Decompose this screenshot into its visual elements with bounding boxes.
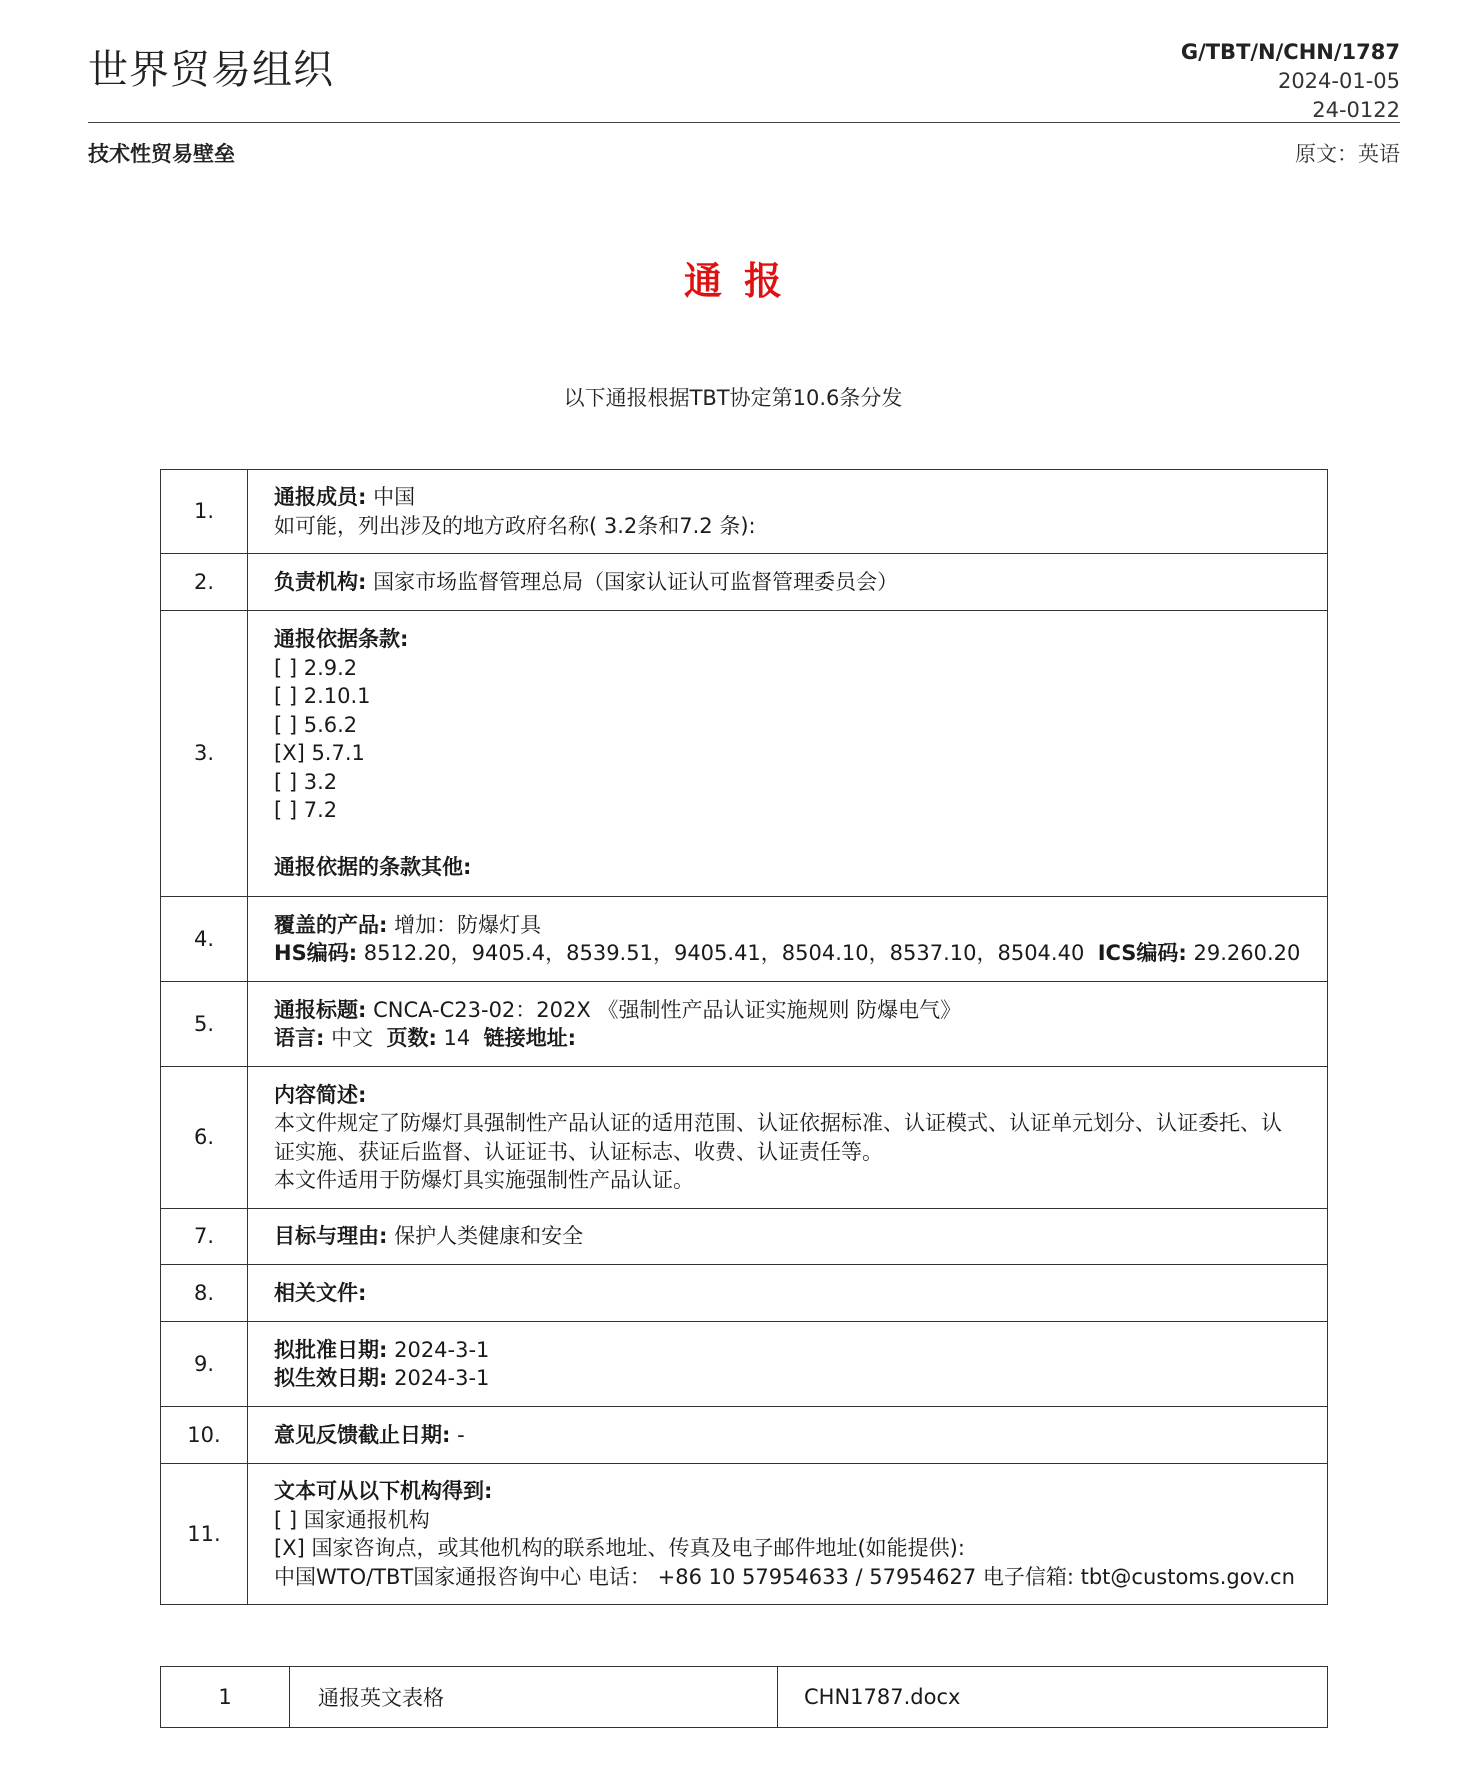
- field-value: 保护人类健康和安全: [394, 1224, 584, 1249]
- table-row: [161, 1067, 1328, 1209]
- field-label: 内容简述:: [274, 1082, 367, 1107]
- field-value: 8512.20，9405.4，8539.51，9405.41，8504.10，8537.10，8504.40: [363, 941, 1085, 965]
- field-label: 覆盖的产品:: [274, 912, 388, 937]
- item-content: [248, 1464, 1328, 1605]
- item-number: 8.: [161, 1265, 248, 1322]
- item-content: [248, 470, 1328, 554]
- item-number: 1.: [161, 470, 248, 554]
- article-option: [ ] 7.2: [274, 798, 338, 823]
- field-label: 文本可从以下机构得到:: [274, 1479, 493, 1503]
- availability-option: [X] 国家咨询点，或其他机构的联系地址、传真及电子邮件地址(如能提供):: [274, 1536, 965, 1560]
- field-value: 增加：防爆灯具: [394, 912, 542, 937]
- field-value: 29.260.20: [1193, 941, 1301, 965]
- org-title: 世界贸易组织: [88, 47, 334, 93]
- table-row: [161, 1464, 1328, 1605]
- table-row: [161, 1209, 1328, 1265]
- item-number: 6.: [161, 1067, 248, 1209]
- table-row: [161, 1322, 1328, 1407]
- field-value: 2024-3-1: [394, 1366, 490, 1390]
- field-label: 页数:: [386, 1026, 437, 1050]
- item-content: [248, 1322, 1328, 1407]
- item-content: [248, 897, 1328, 982]
- item-content: [248, 554, 1328, 611]
- contact-info: 中国WTO/TBT国家通报咨询中心 电话： +86 10 57954633 / 57954627 电子信箱: tbt@customs.gov.cn: [274, 1564, 1295, 1589]
- item-content: [248, 1209, 1328, 1265]
- field-value: 本文件适用于防爆灯具实施强制性产品认证。: [274, 1168, 694, 1192]
- field-value: 中国: [373, 485, 416, 509]
- field-label: 通报依据条款:: [274, 627, 409, 652]
- field-label: 通报依据的条款其他:: [274, 855, 472, 880]
- field-label: 负责机构:: [274, 569, 367, 594]
- article-option: [ ] 5.6.2: [274, 712, 358, 737]
- field-value: CNCA-C23-02：202X 《强制性产品认证实施规则 防爆电气》: [373, 997, 962, 1022]
- subject-committee: 技术性贸易壁垒: [88, 142, 235, 166]
- distribution-statement: 以下通报根据TBT协定第10.6条分发: [563, 386, 903, 410]
- table-row: [161, 982, 1328, 1067]
- spacer: [274, 825, 1301, 854]
- field-label: 拟生效日期:: [274, 1366, 388, 1390]
- item-number: 9.: [161, 1322, 248, 1407]
- attachment-name: 通报英文表格: [290, 1667, 778, 1728]
- original-language: 原文：英语: [1295, 142, 1400, 166]
- item-content: [248, 1265, 1328, 1322]
- item-number: 5.: [161, 982, 248, 1067]
- article-option: [X] 5.7.1: [274, 741, 365, 766]
- table-row: [161, 897, 1328, 982]
- item-content: [248, 611, 1328, 897]
- header-divider: [88, 122, 1400, 123]
- field-value: 本文件规定了防爆灯具强制性产品认证的适用范围、认证依据标准、认证模式、认证单元划分、认证委托、认证实施、获证后监督、认证证书、认证标志、收费、认证责任等。: [274, 1111, 1282, 1164]
- field-note: 如可能，列出涉及的地方政府名称( 3.2条和7.2 条):: [274, 513, 756, 538]
- notification-heading: 通报: [683, 259, 804, 303]
- item-content: [248, 1407, 1328, 1464]
- article-option: [ ] 2.9.2: [274, 655, 358, 680]
- field-value: 中文: [331, 1026, 374, 1050]
- document-date: 2024-01-05: [1277, 69, 1400, 93]
- field-label: 通报标题:: [274, 997, 367, 1022]
- document-symbol: G/TBT/N/CHN/1787: [1180, 40, 1400, 64]
- item-number: 3.: [161, 611, 248, 897]
- table-row: [161, 1667, 1328, 1728]
- article-option: [ ] 2.10.1: [274, 684, 371, 709]
- field-value: 2024-3-1: [394, 1337, 490, 1362]
- field-label: 链接地址:: [483, 1026, 577, 1050]
- article-option: [ ] 3.2: [274, 769, 338, 794]
- field-label: 意见反馈截止日期:: [274, 1422, 451, 1447]
- attachment-table: [160, 1666, 1328, 1728]
- field-label: 相关文件:: [274, 1280, 367, 1305]
- item-number: 2.: [161, 554, 248, 611]
- field-label: 目标与理由:: [274, 1224, 388, 1249]
- item-number: 7.: [161, 1209, 248, 1265]
- field-label: 通报成员:: [274, 485, 367, 509]
- table-row: [161, 470, 1328, 554]
- field-label: 语言:: [274, 1026, 325, 1050]
- field-value: -: [457, 1422, 465, 1447]
- item-number: 10.: [161, 1407, 248, 1464]
- attachment-file-link[interactable]: CHN1787.docx: [778, 1667, 1328, 1728]
- field-label: 拟批准日期:: [274, 1337, 388, 1362]
- attachment-index: 1: [161, 1667, 290, 1728]
- field-label: ICS编码:: [1097, 941, 1187, 965]
- table-row: [161, 611, 1328, 897]
- item-number: 11.: [161, 1464, 248, 1605]
- document-meta: [1181, 38, 1400, 125]
- table-row: [161, 1265, 1328, 1322]
- availability-option: [ ] 国家通报机构: [274, 1507, 430, 1532]
- item-content: [248, 1067, 1328, 1209]
- field-label: HS编码:: [274, 941, 358, 965]
- field-value: 国家市场监督管理总局（国家认证认可监督管理委员会）: [373, 569, 899, 594]
- document-reference: 24-0122: [1312, 98, 1400, 122]
- notification-table: [160, 469, 1328, 1605]
- field-value: 14: [443, 1026, 471, 1050]
- table-row: [161, 554, 1328, 611]
- item-number: 4.: [161, 897, 248, 982]
- item-content: [248, 982, 1328, 1067]
- table-row: [161, 1407, 1328, 1464]
